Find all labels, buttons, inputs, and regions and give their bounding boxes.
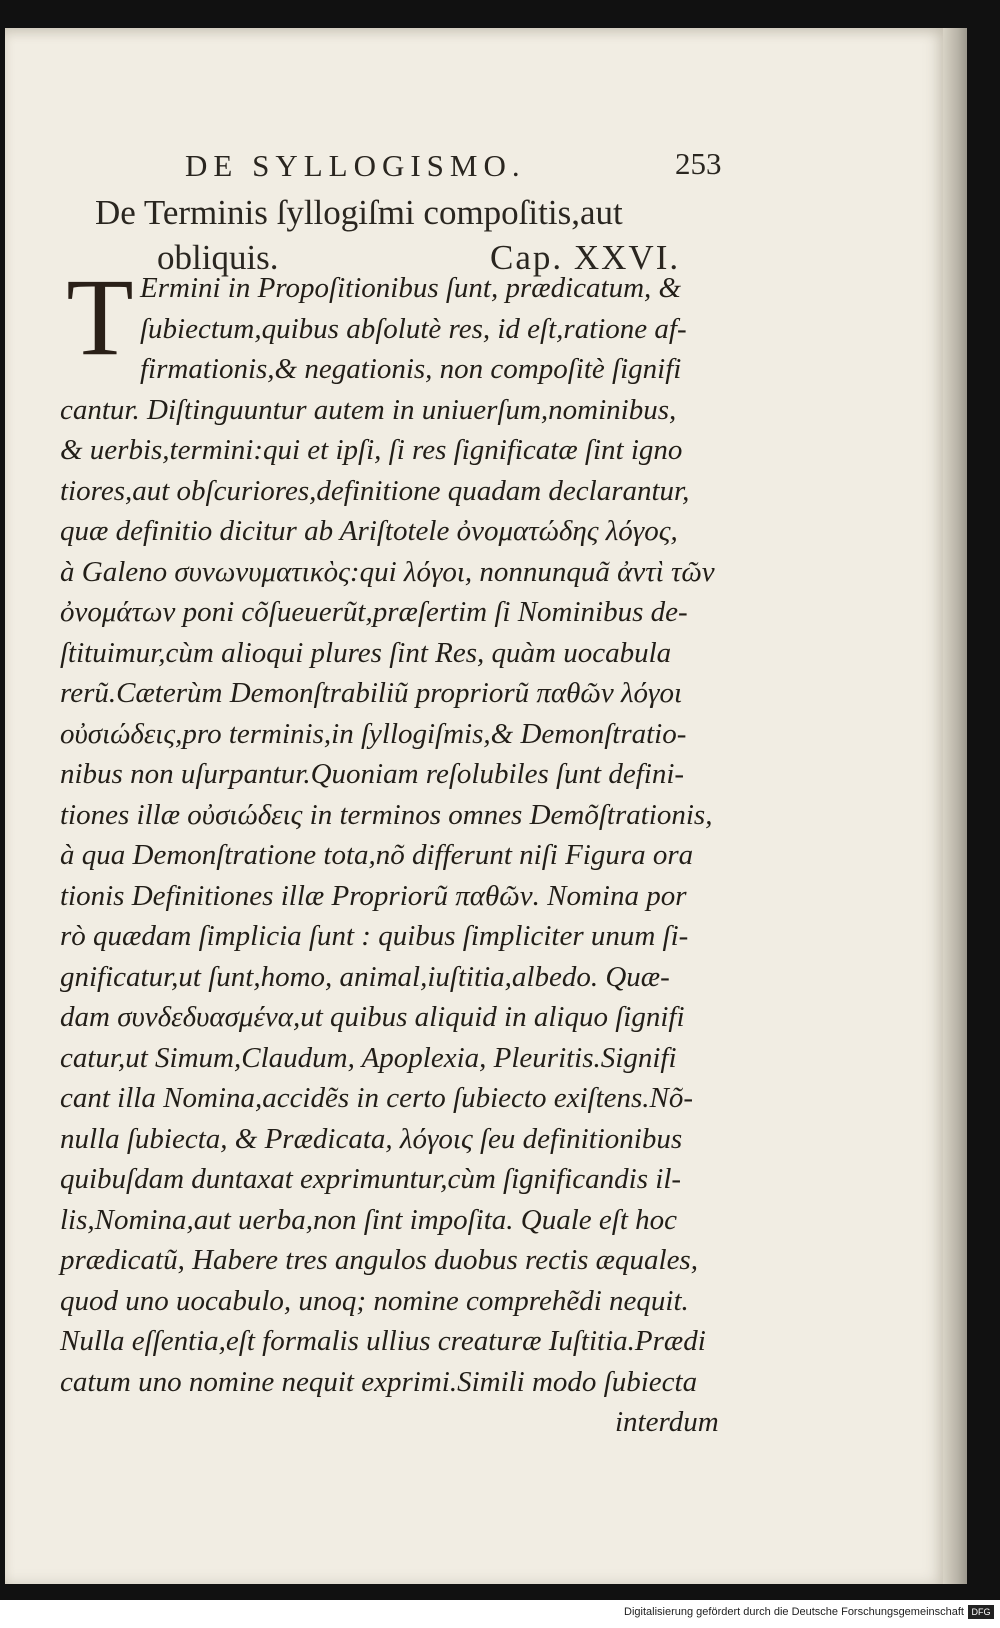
text-line: ſubiectum,quibus abſolutè res, id eſt,ratione af-: [140, 312, 687, 345]
chapter-title-line-2: obliquis.: [157, 238, 279, 277]
chapter-title-line-1: De Terminis ſyllogiſmi compoſitis,aut: [95, 193, 623, 232]
text-line: quæ definitio dicitur ab Ariſtotele ὀνοματώδης λόγος,: [60, 515, 678, 547]
text-line: à Galeno συνωνυματικὸς:qui λόγοι, nonnunquã ἀντὶ τῶν: [60, 555, 715, 588]
text-line: lis,Nomina,aut uerba,non ſint impoſita. Quale eſt hoc: [60, 1203, 678, 1236]
footer-credit: Digitalisierung gefördert durch die Deutsche Forschungsgemeinschaft: [624, 1606, 964, 1618]
chapter-number: Cap. XXVI.: [490, 238, 681, 277]
text-line: gnificatur,ut ſunt,homo, animal,iuſtitia,albedo. Quæ-: [60, 960, 670, 993]
text-line: tionis Definitiones illæ Propriorũ παθῶν. Nomina por: [60, 879, 687, 912]
text-line: quod uno uocabulo, unoq; nomine comprehẽdi nequit.: [60, 1284, 689, 1317]
running-head: DE SYLLOGISMO.: [185, 148, 526, 183]
text-line: rerũ.Cæterùm Demonſtrabiliũ propriorũ παθῶν λόγοι: [60, 677, 683, 709]
text-line: tiones illæ οὐσιώδεις in terminos omnes Demõſtrationis,: [60, 798, 713, 831]
catchword: interdum: [615, 1406, 719, 1438]
text-line: nibus non uſurpantur.Quoniam reſolubiles ſunt defini-: [60, 758, 685, 790]
text-line: οὐσιώδεις,pro terminis,in ſyllogiſmis,& Demonſtratio-: [60, 717, 687, 750]
text-line: catur,ut Simum,Claudum, Apoplexia, Pleuritis.Signifi: [60, 1041, 677, 1074]
text-line: nulla ſubiecta, & Prædicata, λόγοις ſeu definitionibus: [60, 1122, 683, 1155]
text-line: ſtituimur,cùm alioqui plures ſint Res, quàm uocabula: [60, 636, 672, 669]
text-line: Nulla eſſentia,eſt formalis ullius creaturæ Iuſtitia.Prædi: [60, 1325, 706, 1357]
text-line: à qua Demonſtratione tota,nõ differunt niſi Figura ora: [60, 839, 694, 871]
page-number: 253: [675, 146, 722, 181]
dfg-logo: DFG: [968, 1605, 994, 1619]
text-line: quibuſdam duntaxat exprimuntur,cùm ſignificandis il-: [60, 1163, 682, 1195]
text-line: & uerbis,termini:qui et ipſi, ſi res ſignificatæ ſint igno: [60, 434, 683, 466]
chapter-title: [95, 190, 681, 280]
drop-cap: T: [66, 256, 134, 378]
text-line: rò quædam ſimplicia ſunt : quibus ſimpliciter unum ſi-: [60, 920, 689, 952]
text-line: ὀνομάτων poni cõſueuerũt,præſertim ſi Nominibus de-: [60, 596, 688, 628]
text-line: firmationis,& negationis, non compoſitè ſignifi: [140, 353, 682, 385]
text-line: cantur. Diſtinguuntur autem in uniuerſum,nominibus,: [60, 393, 677, 426]
page-edge: [943, 28, 967, 1584]
text-line: cant illa Nomina,accidẽs in certo ſubiecto exiſtens.Nõ-: [60, 1082, 694, 1114]
text-line: tiores,aut obſcuriores,definitione quadam declarantur,: [60, 474, 690, 507]
text-line: catum uno nomine nequit exprimi.Simili modo ſubiecta: [60, 1365, 698, 1398]
text-line: prædicatũ, Habere tres angulos duobus rectis æquales,: [60, 1244, 698, 1276]
text-line: dam συνδεδυασμένα,ut quibus aliquid in aliquo ſignifi: [60, 1001, 685, 1033]
text-line: Ermini in Propoſitionibus ſunt, prædicatum, &: [140, 272, 682, 304]
